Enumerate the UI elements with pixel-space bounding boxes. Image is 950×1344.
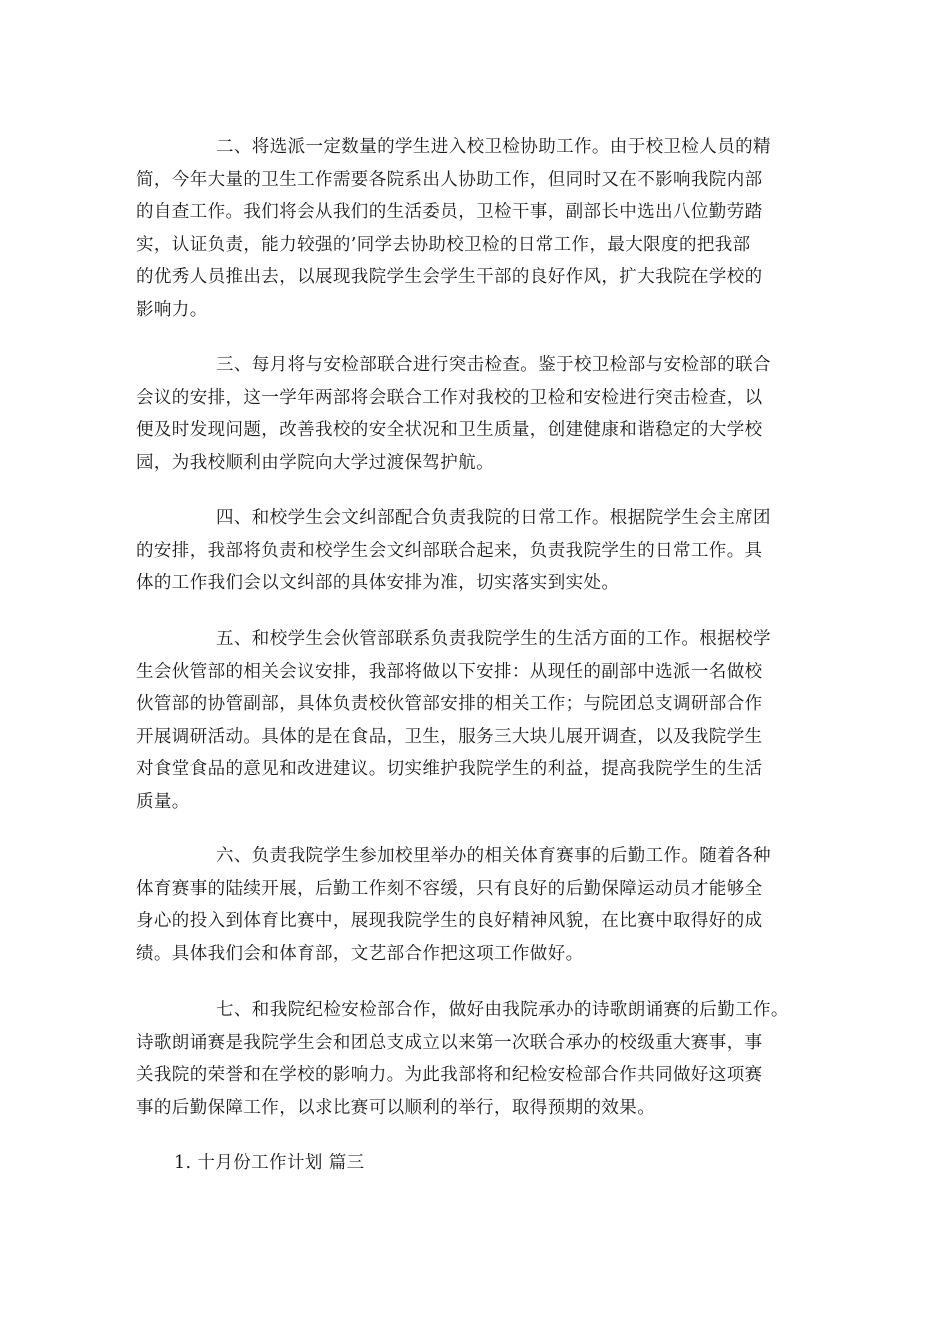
paragraph-line: 质量。 [136, 791, 190, 812]
paragraph-line: 会议的安排，这一学年两部将会联合工作对我校的卫检和安检进行突击检查，以 [136, 387, 763, 408]
paragraph-three [136, 349, 808, 479]
paragraph-line: 开展调研活动。具体的是在食品，卫生，服务三大块儿展开调查，以及我院学生 [136, 726, 763, 747]
paragraph-line: 二、将选派一定数量的学生进入校卫检协助工作。由于校卫检人员的精 [216, 137, 771, 157]
paragraph-line: 的安排，我部将负责和校学生会文纠部联合起来，负责我院学生的日常工作。具 [136, 540, 763, 561]
paragraph-line: 关我院的荣誉和在学校的影响力。为此我部将和纪检安检部合作共同做好这项赛 [136, 1065, 763, 1085]
paragraph-seven [136, 994, 836, 1124]
paragraph-line: 体的工作我们会以文纠部的具体安排为准，切实落实到实处。 [136, 573, 620, 593]
paragraph-five [136, 623, 808, 818]
section-heading: 1. 十月份工作计划 篇三 [174, 1153, 365, 1173]
paragraph-line: 影响力。 [136, 299, 208, 320]
paragraph-line: 三、每月将与安检部联合进行突击检查。鉴于校卫检部与安检部的联合 [216, 355, 771, 375]
paragraph-line: 诗歌朗诵赛是我院学生会和团总支成立以来第一次联合承办的校级重大赛事，事 [136, 1032, 763, 1053]
paragraph-line: 简，今年大量的卫生工作需要各院系出人协助工作，但同时又在不影响我院内部 [136, 169, 763, 190]
paragraph-line: 的自查工作。我们将会从我们的生活委员，卫检干事，副部长中选出八位勤劳踏 [136, 202, 763, 222]
paragraph-line: 伙管部的协管副部，具体负责校伙管部安排的相关工作；与院团总支调研部合作 [136, 694, 763, 714]
paragraph-line: 对食堂食品的意见和改进建议。切实维护我院学生的利益，提高我院学生的生活 [136, 759, 763, 779]
paragraph-line: 身心的投入到体育比赛中，展现我院学生的良好精神风貌，在比赛中取得好的成 [136, 911, 763, 931]
paragraph-two [136, 131, 808, 326]
paragraph-four [136, 502, 808, 600]
paragraph-line: 五、和校学生会伙管部联系负责我院学生的生活方面的工作。根据校学 [216, 629, 771, 649]
paragraph-line: 事的后勤保障工作，以求比赛可以顺利的举行，取得预期的效果。 [136, 1097, 656, 1118]
paragraph-line: 实，认证负责，能力较强的’同学去协助校卫检的日常工作，最大限度的把我部 [136, 234, 751, 255]
paragraph-line: 便及时发现问题，改善我校的安全状况和卫生质量，创建健康和谐稳定的大学校 [136, 420, 763, 440]
paragraph-line: 生会伙管部的相关会议安排，我部将做以下安排：从现任的副部中选派一名做校 [136, 661, 763, 682]
paragraph-line: 七、和我院纪检安检部合作，做好由我院承办的诗歌朗诵赛的后勤工作。 [216, 1000, 789, 1020]
paragraph-line: 绩。具体我们会和体育部，文艺部合作把这项工作做好。 [136, 943, 584, 964]
paragraph-line: 体育赛事的陆续开展，后勤工作刻不容缓，只有良好的后勤保障运动员才能够全 [136, 878, 763, 899]
paragraph-line: 的优秀人员推出去，以展现我院学生会学生干部的良好作风，扩大我院在学校的 [136, 267, 763, 287]
paragraph-line: 六、负责我院学生参加校里举办的相关体育赛事的后勤工作。随着各种 [216, 846, 771, 866]
paragraph-six [136, 840, 808, 970]
paragraph-line: 四、和校学生会文纠部配合负责我院的日常工作。根据院学生会主席团 [216, 508, 771, 528]
paragraph-line: 园，为我校顺利由学院向大学过渡保驾护航。 [136, 452, 494, 473]
